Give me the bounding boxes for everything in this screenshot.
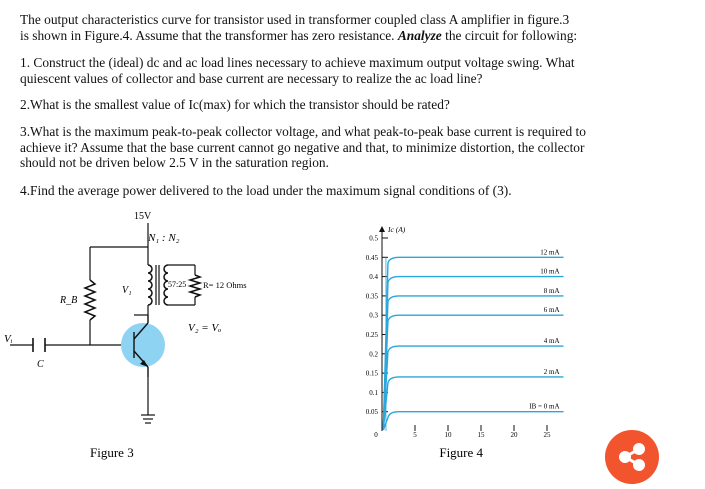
intro-emphasis: Analyze	[397, 27, 442, 43]
curve-label: 6 mA	[543, 306, 560, 315]
curve-line	[383, 315, 563, 430]
y-tick-label: 0.25	[365, 331, 378, 339]
y-tick-label: 0.05	[365, 408, 378, 417]
question-1-line-1: 1. Construct the (ideal) dc and ac load lines necessary to achieve maximum output voltage swing. What	[20, 55, 575, 70]
rb-label: R_B	[60, 295, 78, 306]
capacitor-label: C	[37, 359, 44, 370]
figure-3-circuit	[0, 205, 310, 475]
question-3-line-3: should not be driven below 2.5 V in the saturation region.	[20, 155, 329, 171]
y-tick-label: 0.4	[369, 273, 378, 282]
v1-label: V₁	[122, 285, 132, 296]
question-3	[20, 124, 690, 171]
question-4-line-1: 4.Find the average power delivered to the load under the maximum signal conditions of (3).	[20, 183, 512, 198]
vi-label: Vᵢ	[4, 333, 13, 345]
turns-ratio-label: N₁ : N₂	[148, 232, 180, 244]
curve-label: 10 mA	[540, 267, 560, 276]
y-tick-label: 0.15	[365, 369, 378, 378]
y-tick-label: 0.35	[365, 292, 378, 301]
supply-label: 15V	[134, 211, 152, 222]
curve-label: IB = 0 mA	[529, 402, 560, 411]
figure-4-chart	[320, 205, 650, 475]
y-tick-label: 0.3	[369, 311, 378, 320]
curve-label: 4 mA	[543, 337, 560, 346]
primary-coil	[148, 265, 152, 305]
intro-line-1: The output characteristics curve for transistor used in transformer coupled class A amplifier in figure.3	[20, 12, 570, 27]
intro-line-2	[20, 28, 690, 44]
curve-label: 8 mA	[543, 286, 560, 295]
share-button[interactable]	[605, 430, 659, 484]
question-2-line-1: 2.What is the smallest value of Ic(max) for which the transistor should be rated?	[20, 97, 450, 112]
intro-paragraph	[20, 12, 690, 43]
y-tick-label: 0.2	[369, 350, 378, 359]
x-tick-label: 0	[374, 431, 378, 439]
coupling-capacitor	[33, 338, 45, 352]
question-4	[20, 183, 690, 199]
intro-line-2a: is shown in Figure.4. Assume that the transformer has zero resistance.	[20, 27, 395, 43]
question-2	[20, 97, 690, 113]
x-tick-label: 25	[543, 431, 551, 439]
y-tick-label: 0.5	[369, 234, 378, 243]
x-tick-label: 20	[510, 431, 518, 439]
question-3-line-2: achieve it? Assume that the base current cannot go negative and that, to minimize distortion, the collector	[20, 139, 585, 155]
v2-label: V₂ = Vₒ	[188, 322, 222, 334]
y-axis-arrow-icon	[379, 226, 385, 232]
y-axis-label: Ic (A)	[388, 225, 406, 234]
question-1-line-2: quiescent values of collector and base current are necessary to realize the ac load line?	[20, 70, 483, 86]
figure-4-caption: Figure 4	[439, 445, 484, 460]
y-tick-label: 0.1	[369, 388, 378, 397]
curve-line	[383, 412, 563, 430]
x-tick-label: 5	[413, 431, 417, 439]
x-tick-label: 10	[444, 431, 452, 439]
curve-label: 12 mA	[540, 248, 560, 257]
share-icon	[605, 430, 659, 484]
load-resistor	[190, 275, 200, 297]
curve-line	[383, 346, 563, 430]
load-label: R= 12 Ohms	[203, 280, 247, 290]
rb-resistor	[85, 280, 95, 320]
y-tick-label: 0.45	[365, 253, 378, 262]
question-3-line-1: 3.What is the maximum peak-to-peak collector voltage, and what peak-to-peak base current is required to	[20, 124, 586, 139]
x-tick-label: 15	[477, 431, 485, 439]
curve-label: 2 mA	[543, 367, 560, 376]
intro-line-2b: the circuit for following:	[445, 27, 578, 43]
ratio-value-label: 57:25	[168, 280, 187, 289]
figure-3-caption: Figure 3	[90, 445, 134, 460]
question-1	[20, 55, 690, 86]
